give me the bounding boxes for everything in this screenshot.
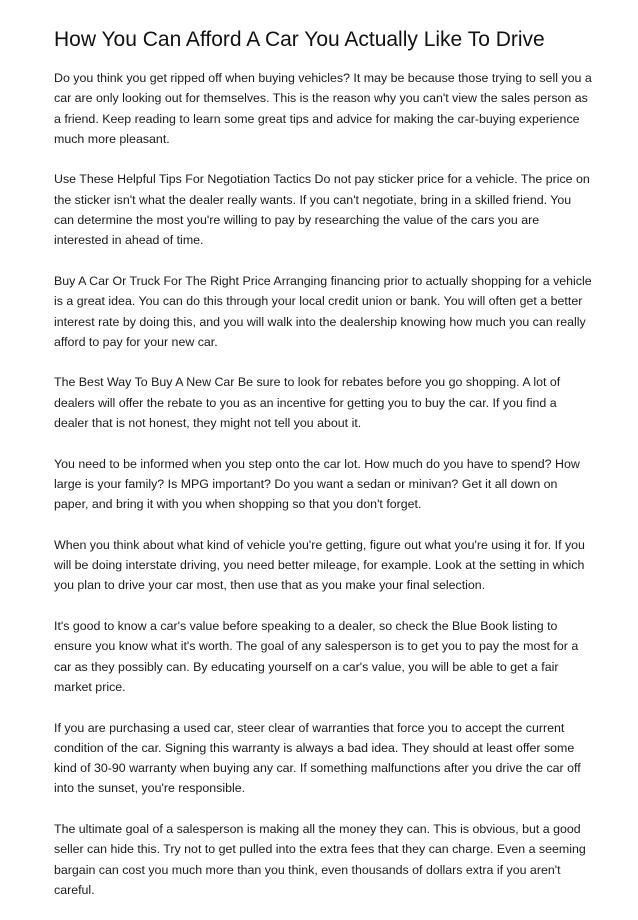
paragraph-intro: Do you think you get ripped off when buying vehicles? It may be because those trying to sell you a car are only looking out for themselves. This is the reason why you can't view the sales person as a friend. Keep reading to learn some great tips and advice for making the car-buying experience much more pleasant. [54, 71, 592, 146]
paragraph-negotiation-tips: Use These Helpful Tips For Negotiation Tactics Do not pay sticker price for a vehicle. The price on the sticker isn't what the dealer really wants. If you can't negotiate, bring in a skilled friend. You can determine the most you're willing to pay by researching the value of the cars you are interested in ahead of time. [54, 172, 590, 248]
paragraph-blue-book: It's good to know a car's value before speaking to a dealer, so check the Blue Book listing to ensure you know what it's worth. The goal of any salesperson is to get you to pay the most for a car as they possibly can. By educating yourself on a car's value, you will be able to get a fair market price. [54, 619, 579, 694]
document-title: How You Can Afford A Car You Actually Like To Drive [54, 28, 545, 51]
paragraph-financing: Buy A Car Or Truck For The Right Price Arranging financing prior to actually shopping for a vehicle is a great idea. You can do this through your local credit union or bank. You will often get a better interest rate by doing this, and you will walk into the dealership knowing how much you can really afford to pay for your new car. [54, 273, 592, 349]
paragraph-rebates: The Best Way To Buy A New Car Be sure to look for rebates before you go shopping. A lot of dealers will offer the rebate to you as an incentive for getting you to buy the car. If you find a dealer that is not honest, they might not tell you about it. [54, 375, 561, 431]
paragraph-be-informed: You need to be informed when you step onto the car lot. How much do you have to spend? How large is your family? Is MPG important? Do you want a sedan or minivan? Get it all down on paper, and bring it with you when shopping so that you don't forget. [54, 456, 580, 512]
paragraph-used-car-warranty: If you are purchasing a used car, steer clear of warranties that force you to accept the current condition of the car. Signing this warranty is always a bad idea. They should at least offer some kind of 30-90 warranty when buying any car. If something malfunctions after you drive the car off into the sunset, you're responsible. [54, 720, 581, 796]
document-page [54, 26, 594, 920]
paragraph-salesperson-goal: The ultimate goal of a salesperson is making all the money they can. This is obvious, but a good seller can hide this. Try not to get pulled into the extra fees that they can charge. Even a seeming bargain can cost you much more than you think, even thousands of dollars extra if you aren't careful. [54, 821, 586, 897]
paragraph-vehicle-usage: When you think about what kind of vehicle you're getting, figure out what you're using it for. If you will be doing interstate driving, you need better mileage, for example. Look at the setting in which you plan to drive your car most, then use that as you make your final selection. [54, 537, 585, 593]
